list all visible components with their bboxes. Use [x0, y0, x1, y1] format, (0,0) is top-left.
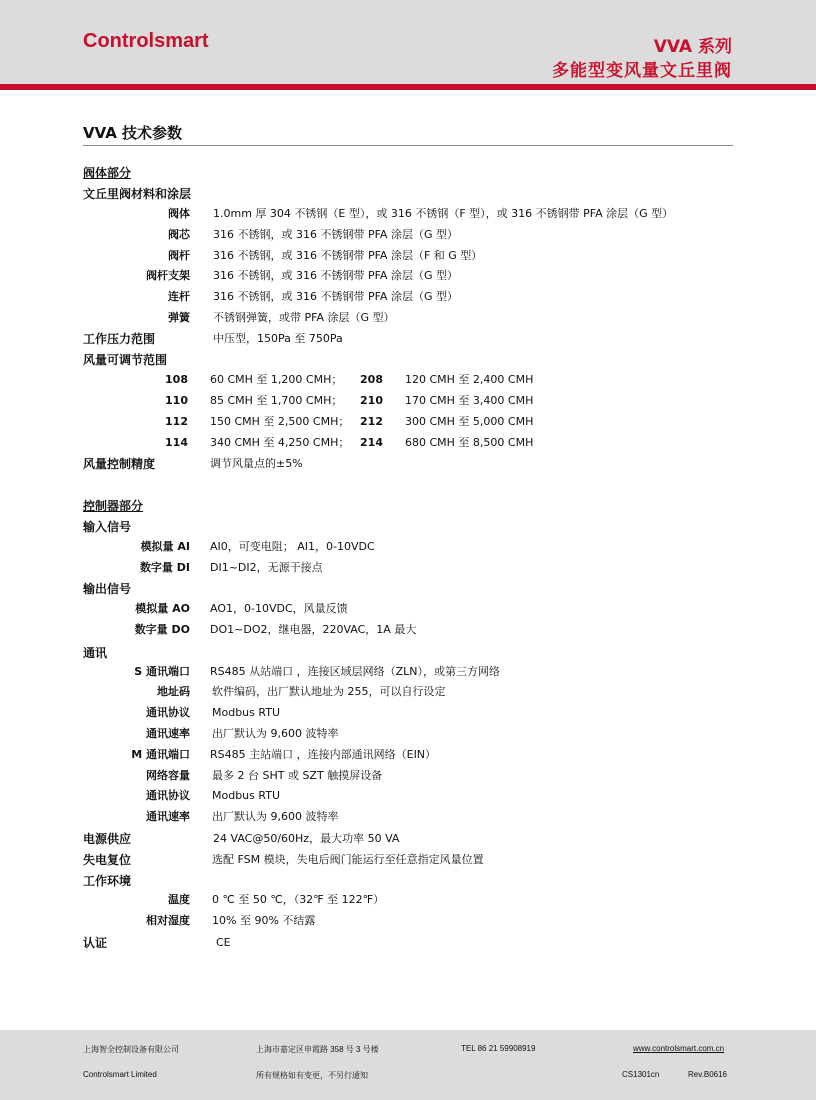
output-value: AO1，0-10VDC，风量反馈	[210, 602, 348, 615]
comm-value: RS485 从站端口 ，连接区域层网络（ZLN），或第三方网络	[210, 665, 501, 678]
env-value: 0 ℃ 至 50 ℃，（32℉ 至 122℉）	[212, 893, 385, 906]
valve-section-heading: 阀体部分	[83, 166, 132, 180]
material-label: 阀杆支架	[146, 269, 190, 282]
comm-label: 通讯协议	[146, 789, 190, 802]
airflow-range: 300 CMH 至 5,000 CMH	[405, 415, 534, 428]
title-divider	[83, 145, 733, 146]
footer-website-link[interactable]: www.controlsmart.com.cn	[633, 1044, 725, 1053]
airflow-range: 340 CMH 至 4,250 CMH；	[210, 436, 350, 449]
airflow-range: 150 CMH 至 2,500 CMH；	[210, 415, 350, 428]
reset-label: 失电复位	[83, 853, 132, 867]
controller-section-heading: 控制器部分	[83, 499, 144, 513]
product-subtitle: 多能型变风量文丘里阀	[552, 61, 732, 81]
comm-label: 网络容量	[146, 769, 190, 782]
power-label: 电源供应	[83, 832, 132, 846]
model-code: 112	[165, 415, 188, 428]
input-label: 模拟量 AI	[140, 540, 190, 553]
footer-address: 上海市嘉定区申霞路 358 号 3 号楼	[256, 1045, 379, 1054]
airflow-heading: 风量可调节范围	[83, 353, 168, 367]
footer-company-en: Controlsmart Limited	[83, 1070, 157, 1079]
comm-value: 软件编码，出厂默认地址为 255，可以自行设定	[212, 685, 446, 698]
comm-value: 出厂默认为 9,600 波特率	[212, 810, 339, 823]
airflow-range: 60 CMH 至 1,200 CMH；	[210, 373, 343, 386]
airflow-range: 85 CMH 至 1,700 CMH；	[210, 394, 343, 407]
env-label: 温度	[168, 893, 190, 906]
footer-tel: TEL 86 21 59908919	[461, 1044, 536, 1053]
input-value: AI0，可变电阻； AI1，0-10VDC	[210, 540, 375, 553]
material-label: 连杆	[168, 290, 190, 303]
material-label: 阀体	[168, 207, 190, 220]
footer-notice: 所有规格如有变更，不另行通知	[256, 1071, 368, 1080]
comm-value: 出厂默认为 9,600 波特率	[212, 727, 339, 740]
env-label: 相对湿度	[146, 914, 190, 927]
accuracy-label: 风量控制精度	[83, 457, 156, 471]
comm-value: Modbus RTU	[212, 706, 280, 719]
page-footer	[0, 1030, 816, 1100]
material-value: 1.0mm 厚 304 不锈钢（E 型），或 316 不锈钢（F 型），或 316 不锈钢带 PFA 涂层（G 型）	[213, 207, 674, 220]
airflow-range: 120 CMH 至 2,400 CMH	[405, 373, 534, 386]
footer-doc-code: CS1301cn	[622, 1070, 660, 1079]
input-label: 数字量 DI	[139, 561, 190, 574]
env-heading: 工作环境	[83, 874, 132, 888]
material-value: 不锈钢弹簧，或带 PFA 涂层（G 型）	[213, 311, 395, 324]
power-value: 24 VAC@50/60Hz，最大功率 50 VA	[213, 832, 400, 845]
brand-logo-text: Controlsmart	[83, 30, 209, 52]
comm-label: 通讯速率	[146, 810, 190, 823]
model-code: 214	[360, 436, 383, 449]
comm-value: Modbus RTU	[212, 789, 280, 802]
model-code: 210	[360, 394, 383, 407]
comm-value: RS485 主站端口 ，连接内部通讯网络（EIN）	[210, 748, 437, 761]
material-label: 阀杆	[168, 249, 190, 262]
comm-label: 通讯协议	[146, 706, 190, 719]
footer-company-cn: 上海智全控制设备有限公司	[83, 1045, 179, 1054]
pressure-value: 中压型，150Pa 至 750Pa	[213, 332, 343, 345]
material-value: 316 不锈钢，或 316 不锈钢带 PFA 涂层（G 型）	[213, 269, 458, 282]
comm-label: 通讯速率	[146, 727, 190, 740]
output-value: DO1~DO2，继电器，220VAC，1A 最大	[210, 623, 417, 636]
output-label: 模拟量 AO	[135, 602, 190, 615]
cert-value: CE	[216, 936, 231, 949]
materials-heading: 文丘里阀材料和涂层	[83, 187, 192, 201]
output-label: 数字量 DO	[134, 623, 190, 636]
cert-label: 认证	[83, 936, 108, 950]
material-value: 316 不锈钢，或 316 不锈钢带 PFA 涂层（G 型）	[213, 290, 458, 303]
model-code: 108	[165, 373, 188, 386]
series-title: VVA 系列	[653, 37, 732, 57]
material-label: 弹簧	[168, 311, 190, 324]
section-title: VVA 技术参数	[83, 124, 183, 142]
pressure-label: 工作压力范围	[83, 332, 156, 346]
footer-revision: Rev.B0616	[688, 1070, 727, 1079]
header-accent-bar	[0, 84, 816, 90]
model-code: 212	[360, 415, 383, 428]
accuracy-value: 调节风量点的±5%	[210, 457, 303, 470]
model-code: 114	[165, 436, 188, 449]
env-value: 10% 至 90% 不结露	[212, 914, 316, 927]
comm-label: 地址码	[157, 685, 190, 698]
reset-value: 选配 FSM 模块，失电后阀门能运行至任意指定风量位置	[212, 853, 484, 866]
model-code: 208	[360, 373, 383, 386]
input-value: DI1~DI2，无源干接点	[210, 561, 323, 574]
material-value: 316 不锈钢，或 316 不锈钢带 PFA 涂层（F 和 G 型）	[213, 249, 483, 262]
material-label: 阀芯	[168, 228, 190, 241]
comm-label: S 通讯端口	[134, 665, 190, 678]
comm-label: M 通讯端口	[131, 748, 190, 761]
input-heading: 输入信号	[83, 520, 132, 534]
airflow-range: 170 CMH 至 3,400 CMH	[405, 394, 534, 407]
comm-heading: 通讯	[83, 646, 108, 660]
output-heading: 输出信号	[83, 582, 132, 596]
model-code: 110	[165, 394, 188, 407]
airflow-range: 680 CMH 至 8,500 CMH	[405, 436, 534, 449]
material-value: 316 不锈钢，或 316 不锈钢带 PFA 涂层（G 型）	[213, 228, 458, 241]
comm-value: 最多 2 台 SHT 或 SZT 触摸屏设备	[212, 769, 383, 782]
